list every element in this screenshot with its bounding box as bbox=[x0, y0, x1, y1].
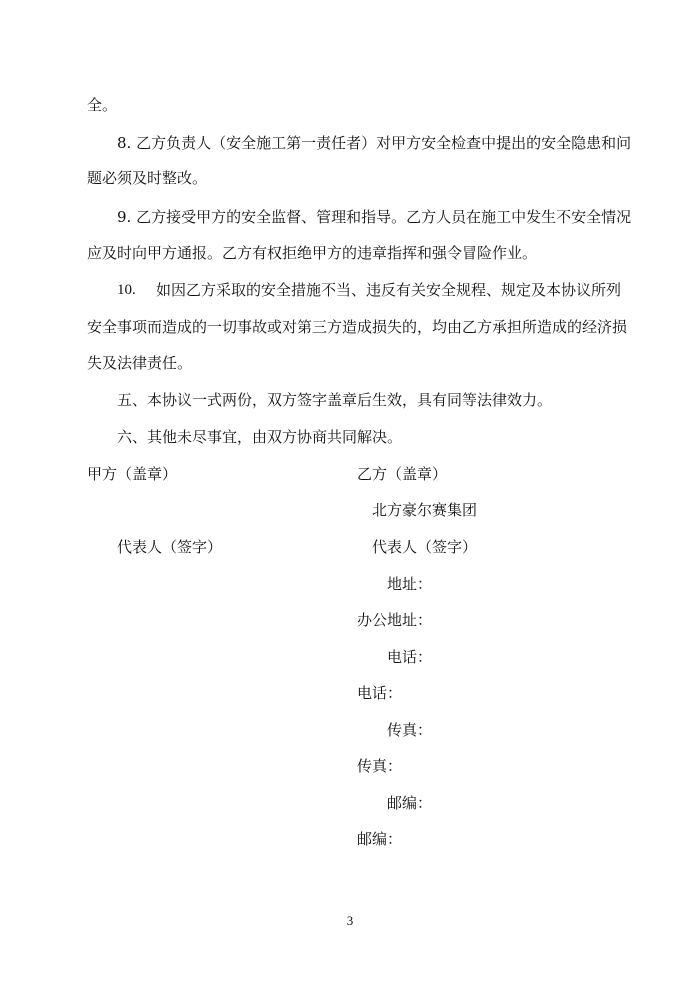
clause-10-line-3: 失及法律责任。 bbox=[87, 354, 193, 372]
clause-10-number: 10. bbox=[117, 282, 136, 298]
phone-label-2: 电话： bbox=[357, 684, 403, 702]
party-a-seal: 甲方（盖章） bbox=[87, 465, 178, 483]
office-address-label: 办公地址： bbox=[357, 611, 433, 629]
clause-9-line-1: 9. 乙方接受甲方的安全监督、管理和指导。乙方人员在施工中发生不安全情况 bbox=[117, 208, 632, 226]
fax-label-2: 传真： bbox=[357, 757, 403, 775]
clause-10-line-2: 安全事项而造成的一切事故或对第三方造成损失的，均由乙方承担所造成的经济损 bbox=[87, 318, 628, 336]
clause-9-line-2: 应及时向甲方通报。乙方有权拒绝甲方的违章指挥和强令冒险作业。 bbox=[87, 244, 538, 262]
page-number: 3 bbox=[346, 913, 354, 928]
section-6-line: 六、其他未尽事宜，由双方协商共同解决。 bbox=[117, 428, 403, 446]
party-a-representative: 代表人（签字） bbox=[117, 538, 223, 556]
address-label: 地址： bbox=[387, 575, 433, 593]
party-b-seal: 乙方（盖章） bbox=[357, 465, 448, 483]
body-line-1: 全。 bbox=[87, 96, 118, 114]
zip-label-2: 邮编： bbox=[357, 830, 403, 848]
clause-10-line-1: 如因乙方采取的安全措施不当、违反有关安全规程、规定及本协议所列 bbox=[156, 281, 622, 299]
section-5-line: 五、本协议一式两份，双方签字盖章后生效，具有同等法律效力。 bbox=[117, 391, 553, 409]
zip-label-1: 邮编： bbox=[387, 794, 433, 812]
phone-label-1: 电话： bbox=[387, 648, 433, 666]
clause-8-line-2: 题必须及时整改。 bbox=[87, 169, 208, 187]
fax-label-1: 传真： bbox=[387, 721, 433, 739]
party-b-representative: 代表人（签字） bbox=[372, 538, 478, 556]
party-b-company-name: 北方豪尔赛集团 bbox=[372, 501, 478, 519]
clause-8-line-1: 8. 乙方负责人（安全施工第一责任者）对甲方安全检查中提出的安全隐患和问 bbox=[117, 134, 632, 152]
